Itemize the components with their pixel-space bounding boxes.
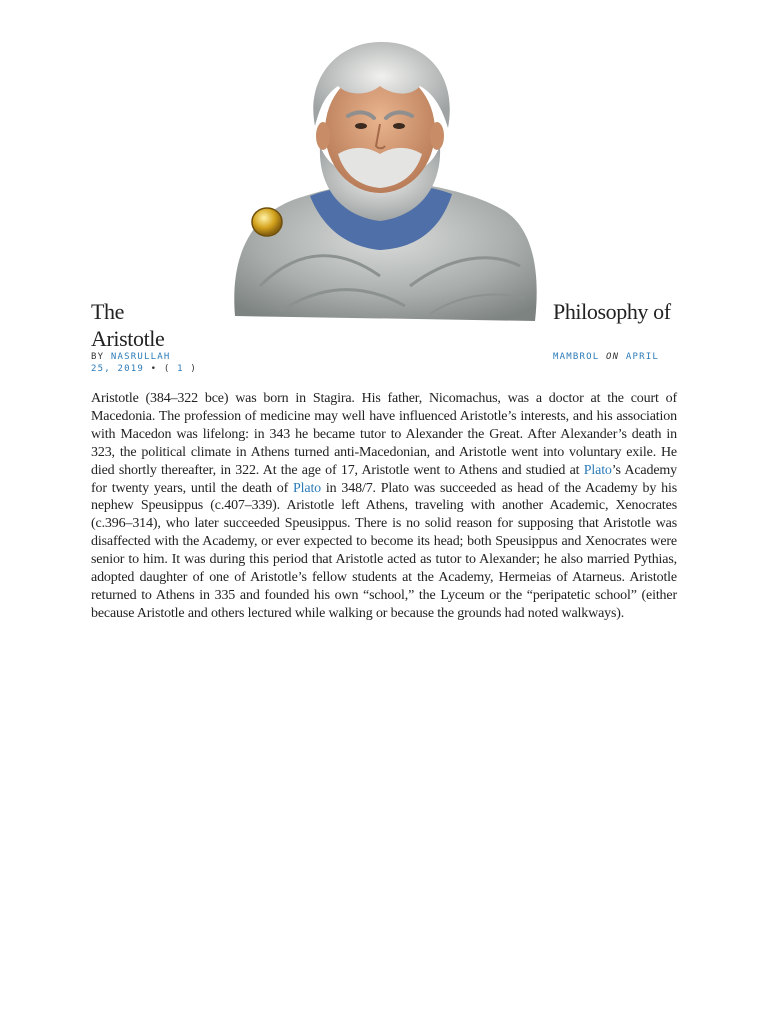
article-text-2: ’s Academy for twenty years, until the death of bbox=[91, 462, 677, 496]
meta-by: BY bbox=[91, 352, 105, 362]
article-text-3: in 348/7. Plato was succeeded as head of the Academy by his nephew Speusippus (c.407–339). Aristotle left Athens, traveling with another Academic, Xenocrates (c.396–314), who later succeeded Speusippus. There is no solid reason for supposing that Aristotle was disaffected with the Academy, or ever expected to become its head; both Speusippus and Xenocrates were senior to him. It was during this period that Aristotle acted as tutor to Alexander; he also married Pythias, adopted daughter of one of Aristotle’s fellow students at the Academy, Hermeias of Atarneus. Aristotle returned to Athens in 335 and founded his own “school,” the Lyceum or the “peripatetic school” (either because Aristotle and others lectured while walking or because the grounds had noted walkways). bbox=[91, 480, 677, 621]
aristotle-portrait bbox=[220, 36, 550, 326]
article-body bbox=[91, 390, 677, 623]
post-meta-left bbox=[91, 351, 197, 375]
author-link[interactable]: NASRULLAH bbox=[110, 352, 171, 362]
comments-close: ) bbox=[190, 364, 197, 374]
comments-open: ( bbox=[163, 364, 171, 374]
meta-on: ON bbox=[605, 352, 620, 362]
title-word-the: The bbox=[91, 299, 125, 324]
post-title-part-2: Philosophy of bbox=[553, 299, 671, 324]
date-link[interactable]: 25, 2019 bbox=[91, 364, 144, 374]
meta-separator: • bbox=[150, 364, 158, 374]
post-meta-right bbox=[553, 351, 659, 363]
comments-link[interactable]: 1 bbox=[177, 364, 184, 374]
plato-link-2[interactable]: Plato bbox=[293, 480, 322, 496]
author-link-surname[interactable]: MAMBROL bbox=[553, 352, 600, 362]
month-link[interactable]: APRIL bbox=[625, 352, 659, 362]
title-word-aristotle: Aristotle bbox=[91, 326, 165, 351]
plato-link-1[interactable]: Plato bbox=[583, 462, 612, 478]
post-title-part-1 bbox=[91, 298, 164, 352]
article-text-1: Aristotle (384–322 bce) was born in Stagira. His father, Nicomachus, was a doctor at the court of Macedonia. The profession of medicine may well have influenced Aristotle’s interests, and his association with Macedon was lifelong: in 343 he became tutor to Alexander the Great. After Alexander’s death in 323, the political climate in Athens turned anti-Macedonian, and Aristotle went into voluntary exile. He died shortly thereafter, in 322. At the age of 17, Aristotle went to Athens and studied at bbox=[91, 391, 677, 478]
